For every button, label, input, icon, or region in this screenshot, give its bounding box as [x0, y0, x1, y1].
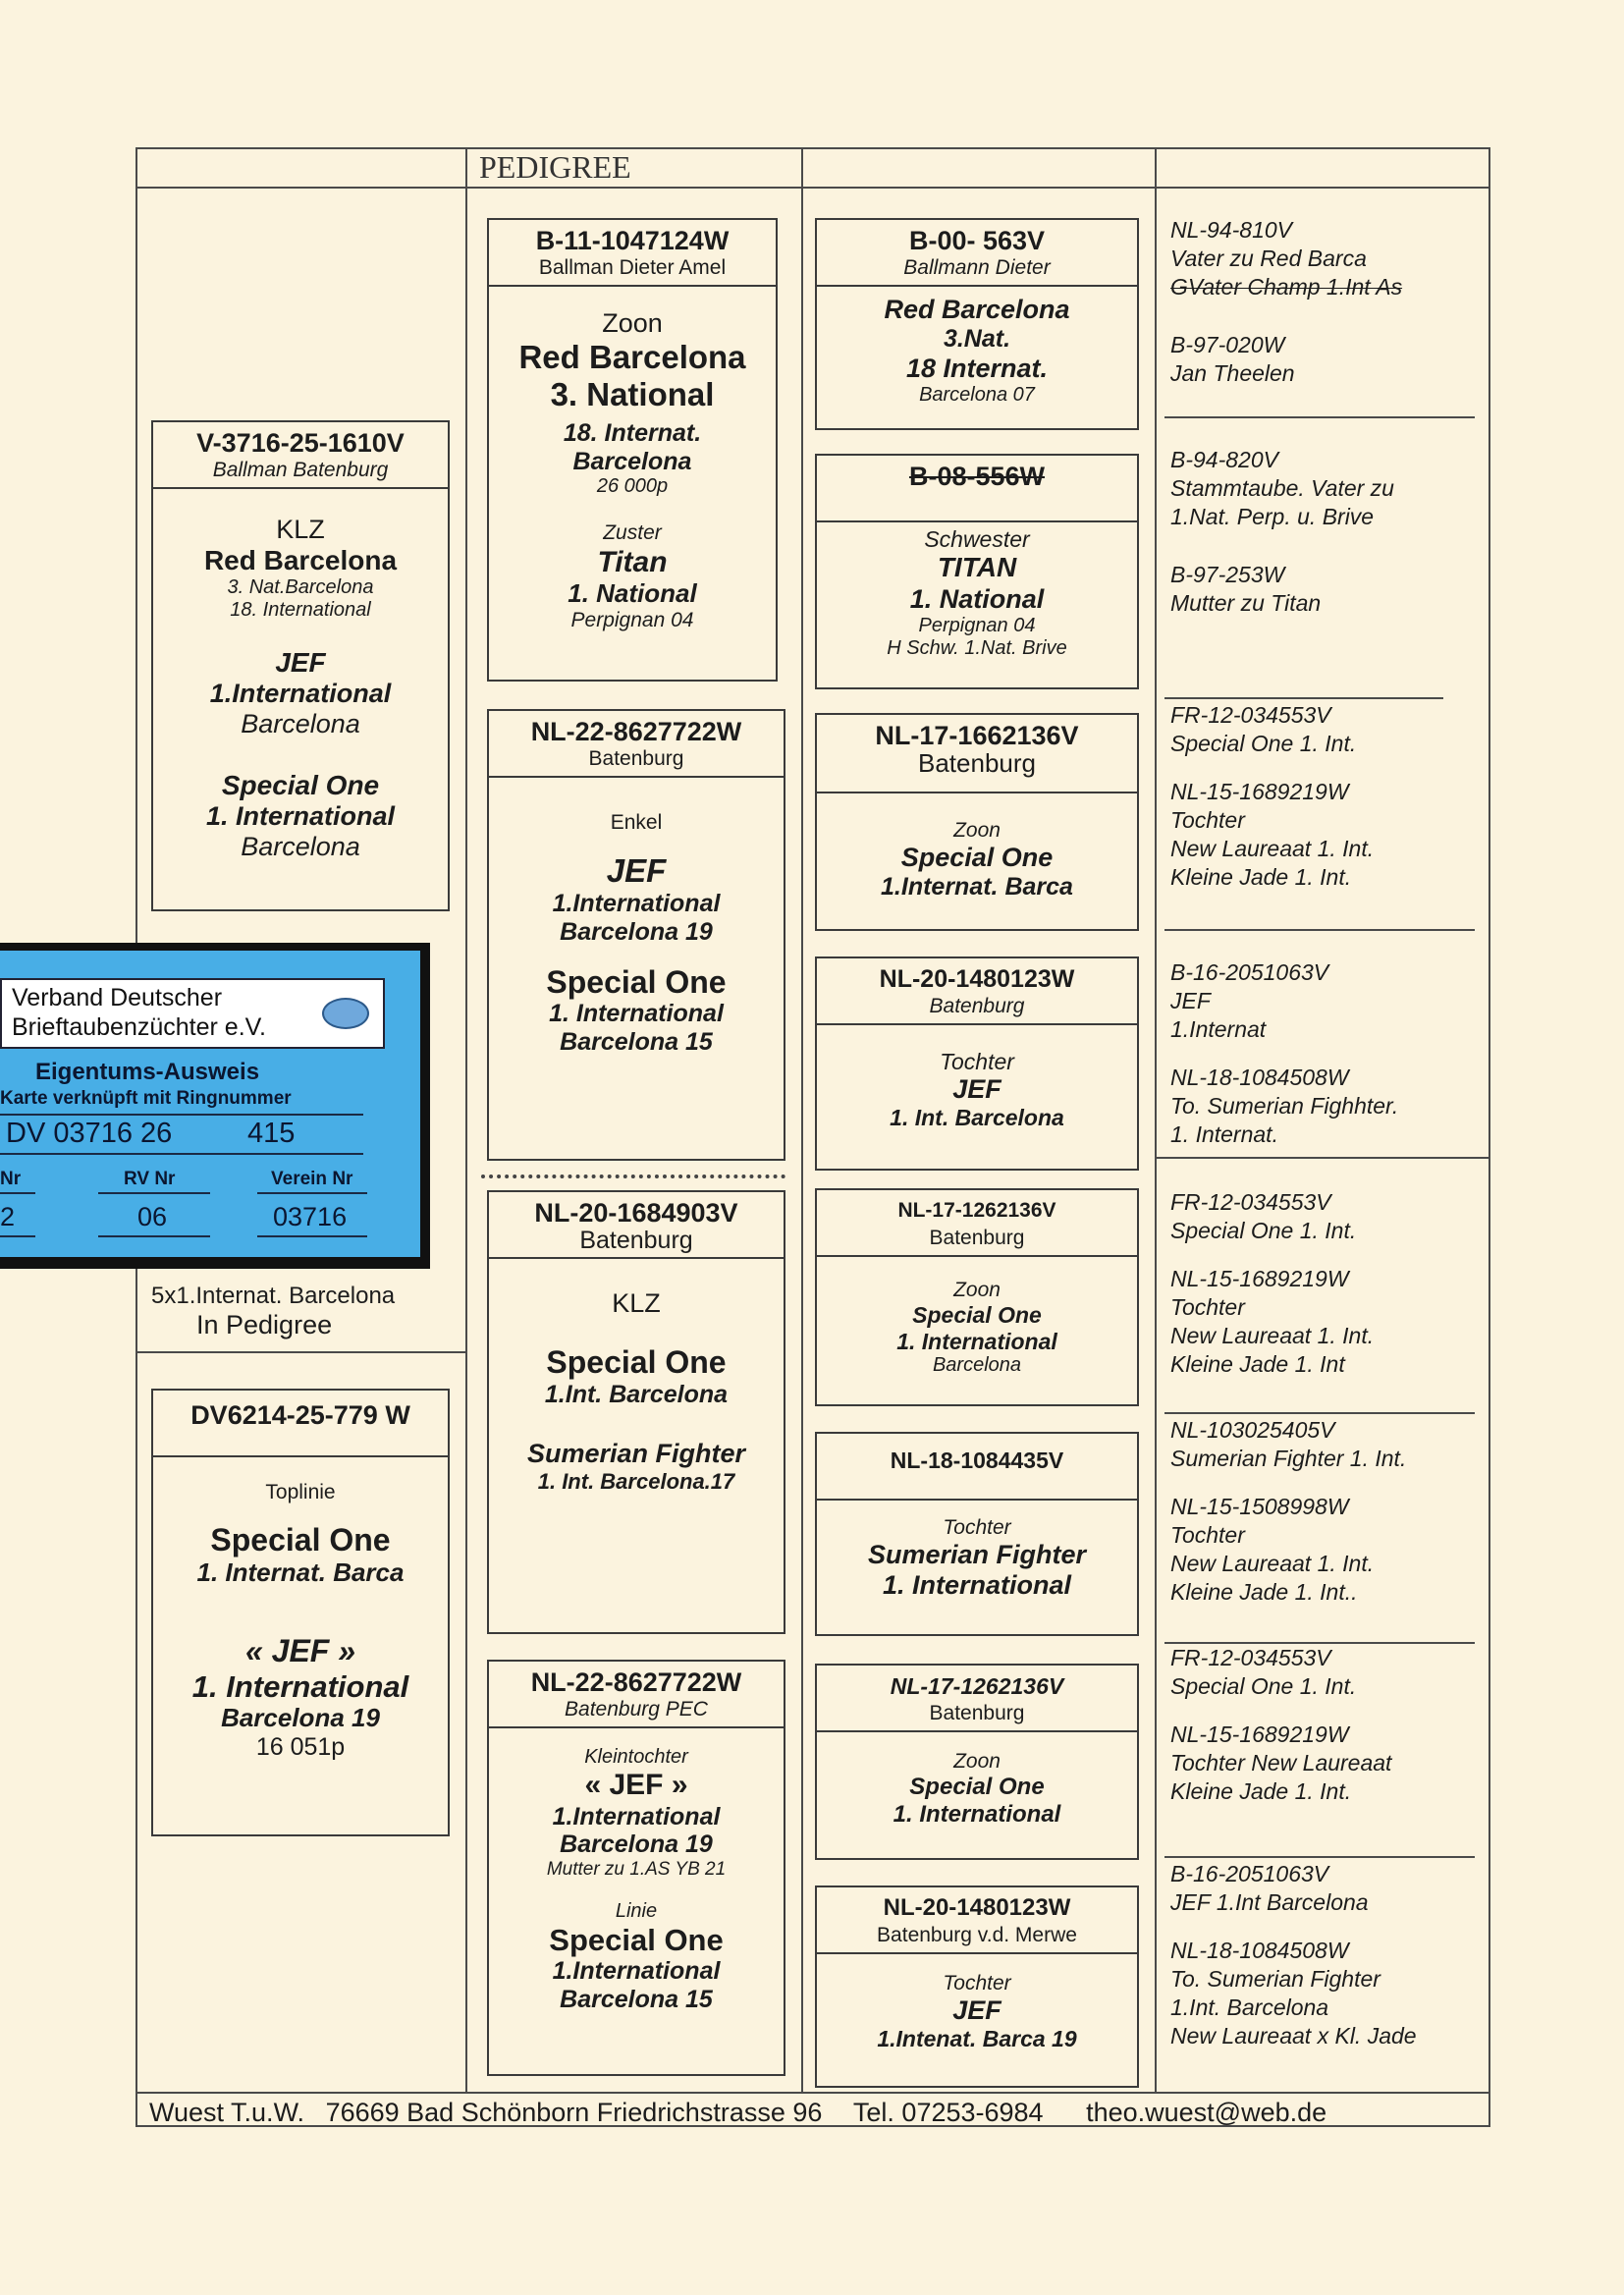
g8-line: Tochter — [943, 1972, 1011, 1994]
ggp-line: To. Sumerian Fighhter. — [1170, 1093, 1399, 1119]
ggp-line: New Laureaat x Kl. Jade — [1170, 2023, 1417, 2049]
ggp-line: NL-15-1689219W — [1170, 1721, 1349, 1747]
dam-sire-line: 1.Int. Barcelona — [544, 1380, 729, 1408]
card-rule — [98, 1192, 210, 1194]
card-org-line2: Brieftaubenzüchter e.V. — [12, 1013, 266, 1041]
g2-line: Schwester — [924, 526, 1030, 552]
g6-body — [817, 1501, 1137, 1601]
ggp-line: FR-12-034553V — [1170, 1645, 1331, 1670]
ggp-line: Vater zu Red Barca — [1170, 246, 1367, 271]
ggp-block — [1170, 1188, 1374, 1379]
association-logo-icon — [322, 998, 369, 1029]
ggp-block — [1170, 1860, 1417, 2050]
g5-header — [817, 1190, 1137, 1257]
card-rule — [257, 1192, 367, 1194]
sire-sire-line: 18. Internat. — [563, 418, 702, 447]
g7-ring: NL-17-1262136V — [890, 1673, 1064, 1699]
g1-line: 3.Nat. — [943, 325, 1011, 354]
g8-line: 1.Intenat. Barca 19 — [877, 2026, 1077, 2052]
card-rule — [0, 1192, 35, 1194]
g7-box — [815, 1664, 1139, 1860]
g7-body — [817, 1732, 1137, 1828]
ggp-line: Sumerian Fighter 1. Int. — [1170, 1446, 1407, 1471]
g6-line: Tochter — [943, 1516, 1011, 1539]
ggp-spacer — [1170, 1044, 1398, 1064]
sire-dam-box — [487, 709, 785, 1161]
dam-header — [153, 1391, 448, 1457]
g7-owner: Batenburg — [929, 1702, 1025, 1724]
ggp-line: New Laureaat 1. Int. — [1170, 1323, 1375, 1348]
ggp-line: FR-12-034553V — [1170, 1189, 1331, 1215]
ggp-line: NL-18-1084508W — [1170, 1938, 1349, 1963]
ggp-line: 1.Nat. Perp. u. Brive — [1170, 504, 1375, 529]
ggp-spacer — [1170, 1701, 1391, 1721]
sire-dam-line: Barcelona 19 — [560, 917, 713, 946]
dam-dam-line: 1.International — [552, 1957, 721, 1986]
card-subtitle: Karte verknüpft mit Ringnummer — [0, 1088, 292, 1109]
dam-sire-body — [489, 1259, 784, 1494]
dam-line: 1. Internat. Barca — [196, 1557, 405, 1587]
g2-body — [817, 522, 1137, 660]
dam-dam-body — [489, 1728, 784, 2014]
header-divider — [135, 187, 1490, 189]
card-label-nr: Nr — [0, 1169, 22, 1189]
ggp-line: Kleine Jade 1. Int. — [1170, 864, 1352, 890]
g6-header — [817, 1434, 1137, 1501]
g3-line: Zoon — [953, 819, 1001, 842]
g6-line: Sumerian Fighter — [867, 1540, 1087, 1570]
ggp-line: Tochter New Laureaat — [1170, 1750, 1392, 1776]
sire-dam-ring: NL-22-8627722W — [530, 717, 742, 746]
dam-line: Toplinie — [265, 1481, 336, 1503]
card-label-rv: RV Nr — [124, 1169, 176, 1189]
card-rule — [257, 1235, 367, 1237]
g4-ring: NL-20-1480123W — [879, 965, 1075, 993]
g5-line: 1. International — [896, 1328, 1057, 1354]
card-ring-country: DV 03716 26 — [6, 1118, 173, 1149]
g2-line: H Schw. 1.Nat. Brive — [887, 636, 1067, 659]
dam-sire-line: KLZ — [612, 1288, 661, 1318]
ggp-line: NL-94-810V — [1170, 217, 1293, 243]
g3-line: Special One — [900, 843, 1054, 873]
ggp-line: JEF 1.Int Barcelona — [1170, 1889, 1369, 1915]
ggp-line: B-97-020W — [1170, 332, 1285, 357]
g3-body — [817, 793, 1137, 902]
footer-phone: Tel. 07253-6984 — [852, 2098, 1044, 2127]
dam-dam-line: Barcelona 15 — [560, 1986, 713, 2014]
sire-dam-line: Barcelona 15 — [560, 1028, 713, 1057]
sire-box — [151, 420, 450, 911]
dam-line: 1. International — [191, 1668, 409, 1704]
column-divider-3 — [1155, 147, 1157, 2092]
card-value-nr: 2 — [0, 1202, 16, 1231]
dam-sire-line: 1. Int. Barcelona.17 — [537, 1468, 735, 1494]
g4-line: 1. Int. Barcelona — [890, 1105, 1064, 1131]
g4-body — [817, 1025, 1137, 1131]
sire-line: Barcelona — [241, 709, 360, 739]
ggp-block — [1170, 1644, 1391, 1806]
ggp-line: Tochter — [1170, 807, 1245, 833]
ownership-card-body — [0, 951, 420, 1257]
card-value-verein: 03716 — [273, 1202, 348, 1231]
g2-box — [815, 454, 1139, 689]
g2-header — [817, 456, 1137, 522]
dam-dam-line: « JEF » — [584, 1769, 688, 1801]
g5-line: Zoon — [953, 1279, 1001, 1301]
ggp-divider — [1155, 1157, 1490, 1159]
g1-ring: B-00- 563V — [908, 226, 1046, 255]
g2-ring: B-08-556W — [908, 462, 1046, 491]
g1-owner: Ballmann Dieter — [903, 256, 1051, 279]
ggp-divider — [1164, 416, 1475, 418]
ggp-line: B-16-2051063V — [1170, 1861, 1329, 1886]
column-divider-2 — [801, 147, 803, 2092]
ggp-spacer — [1170, 531, 1394, 561]
g7-line: Zoon — [953, 1750, 1001, 1773]
dam-sire-owner: Batenburg — [579, 1227, 693, 1254]
sire-sire-body — [489, 287, 776, 632]
sire-line: 3. Nat.Barcelona — [227, 576, 374, 599]
sire-line: Special One — [221, 769, 380, 800]
sire-sire-line: Perpignan 04 — [570, 608, 694, 631]
card-title: Eigentums-Ausweis — [35, 1059, 260, 1085]
dam-line: Special One — [210, 1522, 391, 1558]
ggp-block — [1170, 1416, 1406, 1607]
ggp-divider — [1164, 1856, 1475, 1858]
footer-name: Wuest T.u.W. — [149, 2098, 305, 2127]
sire-sire-line: Zuster — [603, 521, 662, 545]
dam-ring: DV6214-25-779 W — [190, 1400, 410, 1430]
card-label-verein: Verein Nr — [271, 1169, 353, 1189]
dam-dam-box — [487, 1660, 785, 2076]
sire-sire-owner: Ballman Dieter Amel — [538, 256, 727, 279]
dam-box — [151, 1389, 450, 1836]
ggp-line: Kleine Jade 1. Int — [1170, 1351, 1345, 1377]
g2-line: Perpignan 04 — [918, 614, 1036, 636]
summary-line: In Pedigree — [196, 1310, 333, 1339]
sire-dam-header — [489, 711, 784, 778]
sire-dam-body — [489, 778, 784, 1057]
dam-sire-line: Special One — [546, 1344, 727, 1381]
ggp-line: To. Sumerian Fighter — [1170, 1966, 1380, 1992]
dam-line: « JEF » — [244, 1632, 356, 1668]
sire-dam-line: Special One — [546, 963, 727, 1000]
g8-owner: Batenburg v.d. Merwe — [877, 1924, 1077, 1946]
ggp-line: Tochter — [1170, 1522, 1245, 1548]
pigeon-divider — [135, 1351, 465, 1353]
g6-line: 1. International — [882, 1570, 1072, 1601]
sire-sire-line: 3. National — [550, 375, 715, 412]
ggp-line: Kleine Jade 1. Int.. — [1170, 1579, 1358, 1605]
sire-body — [153, 489, 448, 862]
g5-line: Barcelona — [932, 1354, 1022, 1377]
g8-line: JEF — [952, 1995, 1001, 2026]
g6-box — [815, 1432, 1139, 1636]
dam-line: Barcelona 19 — [221, 1703, 380, 1733]
g3-owner: Batenburg — [918, 748, 1036, 778]
sire-sire-line: Barcelona — [572, 447, 692, 475]
g8-body — [817, 1954, 1137, 2052]
ggp-line: Special One 1. Int. — [1170, 731, 1357, 756]
sire-line: 1.International — [209, 679, 392, 709]
g4-box — [815, 956, 1139, 1171]
g4-line: JEF — [952, 1074, 1001, 1105]
ggp-line: B-97-253W — [1170, 562, 1285, 587]
footer-address: 76669 Bad Schönborn Friedrichstrasse 96 — [325, 2098, 823, 2127]
dam-dam-line: Kleintochter — [584, 1746, 688, 1768]
ggp-line: Jan Theelen — [1170, 360, 1295, 386]
g3-header — [817, 715, 1137, 793]
sire-line: 1. International — [205, 800, 396, 831]
sire-dam-line: 1.International — [552, 890, 721, 918]
footer-email[interactable]: theo.wuest@web.de — [1086, 2098, 1327, 2127]
dam-dam-line: Linie — [615, 1899, 658, 1922]
sire-line: 18. International — [230, 599, 371, 622]
ggp-divider — [1164, 1412, 1475, 1414]
ggp-line: New Laureaat 1. Int. — [1170, 1551, 1375, 1576]
dotted-divider — [481, 1175, 785, 1178]
g1-header — [817, 220, 1137, 287]
dam-dam-line: 1.International — [552, 1802, 721, 1831]
sire-line: Barcelona — [241, 831, 360, 861]
dam-sire-line: Sumerian Fighter — [526, 1438, 746, 1468]
sire-sire-line: 26 000p — [596, 475, 669, 498]
sire-dam-line: JEF — [606, 852, 667, 890]
ggp-divider — [1164, 929, 1475, 931]
dam-sire-ring: NL-20-1684903V — [534, 1198, 738, 1228]
ggp-line: NL-18-1084508W — [1170, 1065, 1349, 1090]
dam-dam-line: Mutter zu 1.AS YB 21 — [546, 1859, 727, 1880]
sire-sire-header — [489, 220, 776, 287]
ggp-line: Tochter — [1170, 1294, 1245, 1320]
ggp-line: FR-12-034553V — [1170, 702, 1331, 728]
ggp-line: NL-15-1689219W — [1170, 779, 1349, 804]
ggp-line: NL-103025405V — [1170, 1417, 1335, 1443]
g1-line: 18 Internat. — [905, 353, 1049, 383]
dam-sire-box — [487, 1190, 785, 1634]
card-rule — [0, 1235, 35, 1237]
card-value-rv: 06 — [137, 1202, 168, 1231]
g3-line: 1.Internat. Barca — [881, 873, 1073, 902]
card-ring-number: 415 — [247, 1118, 296, 1149]
sire-sire-line: 1. National — [568, 578, 697, 609]
ggp-spacer — [1170, 758, 1374, 778]
g1-line: Barcelona 07 — [919, 383, 1035, 406]
g3-ring: NL-17-1662136V — [875, 721, 1079, 750]
g4-owner: Batenburg — [929, 995, 1025, 1017]
ggp-line: Special One 1. Int. — [1170, 1218, 1357, 1243]
ggp-block — [1170, 958, 1398, 1149]
g5-line: Special One — [912, 1302, 1042, 1329]
ggp-line: NL-15-1689219W — [1170, 1266, 1349, 1291]
ggp-line: Kleine Jade 1. Int. — [1170, 1778, 1352, 1804]
g8-header — [817, 1887, 1137, 1954]
ggp-block — [1170, 446, 1394, 618]
g1-body — [817, 287, 1137, 407]
ggp-spacer — [1170, 301, 1402, 331]
ggp-line: Special One 1. Int. — [1170, 1673, 1357, 1699]
dam-sire-header — [489, 1192, 784, 1259]
footer-divider — [135, 2092, 1490, 2094]
g7-line: 1. International — [893, 1800, 1061, 1828]
sire-dam-line: Enkel — [610, 811, 663, 834]
g3-box — [815, 713, 1139, 931]
ggp-line: Stammtaube. Vater zu — [1170, 475, 1394, 501]
ggp-block — [1170, 216, 1402, 388]
g5-owner: Batenburg — [929, 1227, 1025, 1249]
sire-sire-line: Zoon — [602, 308, 663, 338]
pigeon-summary — [151, 1283, 446, 1340]
ggp-line: GVater Champ 1.Int As — [1170, 274, 1403, 300]
dam-dam-line: Barcelona 19 — [560, 1831, 713, 1859]
ggp-spacer — [1170, 1917, 1417, 1937]
g5-box — [815, 1188, 1139, 1406]
ggp-divider — [1164, 697, 1443, 699]
column-divider-1 — [465, 147, 467, 2092]
sire-dam-owner: Batenburg — [588, 747, 684, 770]
sire-sire-box — [487, 218, 778, 682]
ggp-line: Mutter zu Titan — [1170, 590, 1322, 616]
card-org-line1: Verband Deutscher — [12, 984, 223, 1011]
g1-box — [815, 218, 1139, 430]
g8-box — [815, 1885, 1139, 2088]
sire-ring: V-3716-25-1610V — [196, 428, 405, 458]
g5-ring: NL-17-1262136V — [897, 1199, 1056, 1222]
dam-dam-owner: Batenburg PEC — [565, 1698, 708, 1721]
ggp-spacer — [1170, 1245, 1374, 1265]
sire-sire-ring: B-11-1047124W — [535, 226, 730, 255]
g7-header — [817, 1666, 1137, 1732]
card-header — [0, 978, 385, 1049]
ggp-line: New Laureaat 1. Int. — [1170, 836, 1375, 861]
ggp-spacer — [1170, 1473, 1406, 1493]
sire-dam-line: 1. International — [549, 1000, 724, 1028]
dam-dam-header — [489, 1662, 784, 1728]
card-rule — [0, 1114, 363, 1116]
dam-dam-ring: NL-22-8627722W — [530, 1667, 742, 1697]
card-rule — [98, 1235, 210, 1237]
ggp-line: JEF — [1170, 988, 1211, 1013]
g4-header — [817, 958, 1137, 1025]
g1-line: Red Barcelona — [884, 295, 1070, 324]
ownership-card — [0, 943, 430, 1269]
sire-sire-line: Titan — [597, 545, 668, 578]
g7-line: Special One — [909, 1774, 1045, 1801]
ggp-line: 1. Internat. — [1170, 1121, 1278, 1147]
g5-body — [817, 1257, 1137, 1377]
dam-line: 16 051p — [255, 1733, 346, 1762]
ggp-line: B-94-820V — [1170, 447, 1278, 472]
g2-line: 1. National — [909, 583, 1045, 614]
dam-dam-line: Special One — [549, 1922, 724, 1957]
sire-line: KLZ — [276, 515, 325, 544]
g2-line: TITAN — [937, 552, 1017, 583]
ggp-line: B-16-2051063V — [1170, 959, 1329, 985]
sire-header — [153, 422, 448, 489]
ggp-line: 1.Int. Barcelona — [1170, 1994, 1329, 2020]
sire-line: Red Barcelona — [203, 545, 398, 576]
footer — [149, 2098, 1485, 2127]
ggp-line: 1.Internat — [1170, 1016, 1267, 1042]
g4-line: Tochter — [940, 1049, 1014, 1074]
ggp-line: NL-15-1508998W — [1170, 1494, 1349, 1519]
g6-ring: NL-18-1084435V — [890, 1448, 1064, 1473]
sire-owner: Ballman Batenburg — [212, 459, 389, 481]
summary-line: 5x1.Internat. Barcelona — [151, 1283, 396, 1309]
card-rule — [0, 1153, 363, 1155]
dam-body — [153, 1457, 448, 1762]
sire-line: JEF — [275, 647, 326, 679]
page-title: PEDIGREE — [479, 149, 631, 185]
sire-sire-line: Red Barcelona — [518, 339, 746, 376]
g8-ring: NL-20-1480123W — [883, 1894, 1071, 1921]
ggp-block — [1170, 701, 1374, 892]
